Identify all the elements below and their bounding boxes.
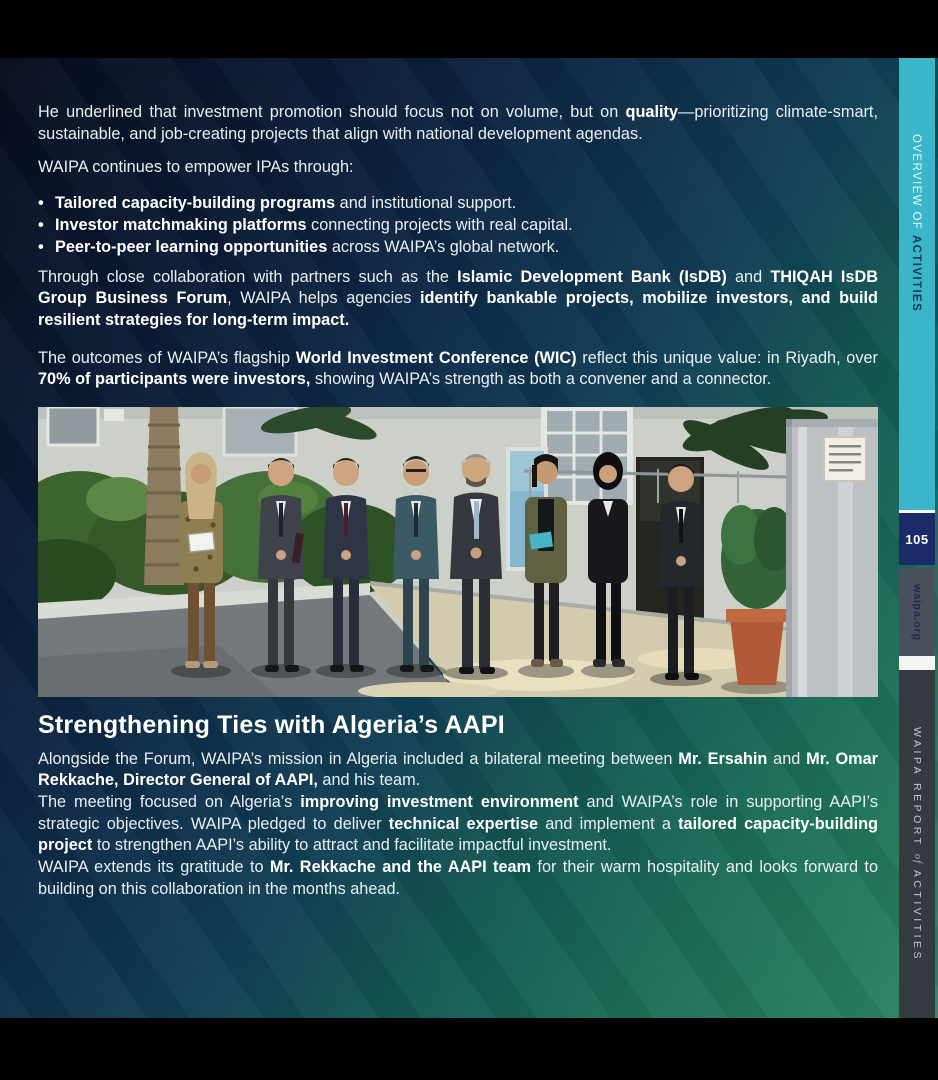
report-label-pre: WAIPA REPORT [911, 726, 923, 854]
palm-trunk [144, 407, 184, 585]
sidebar-tab-overview-of-activities [899, 58, 935, 510]
section-heading-algeria-aapi: Strengthening Ties with Algeria’s AAPI [38, 710, 505, 739]
overview-label-regular: OVERVIEW OF [910, 134, 922, 235]
bullet-text: • Investor matchmaking platforms connecting projects with real capital. [55, 215, 573, 234]
sidebar-website-tab [899, 568, 935, 656]
group-photo-illustration [38, 407, 878, 697]
paragraph-wic-outcomes: The outcomes of WAIPA’s flagship World Investment Conference (WIC) reflect this unique value: in Riyadh, over 70% of participants were investors, showing WAIPA’s strength as both a convener and a connector. [38, 348, 878, 389]
paragraph-meeting-focus: The meeting focused on Algeria’s improving investment environment and WAIPA’s role in supporting AAPI’s strategic objectives. WAIPA pledged to deliver technical expertise and implement a tailored capacity-building project to strengthen AAPI’s ability to attract and facilitate impactful investment. [38, 792, 878, 855]
overview-tab-label [910, 58, 922, 312]
main-content [38, 102, 878, 900]
website-label: waipa.org [911, 583, 923, 641]
bullet-matchmaking [38, 215, 878, 237]
report-label-post: ACTIVITIES [911, 863, 923, 962]
bullet-text: • Peer-to-peer learning opportunities across WAIPA’s global network. [55, 237, 560, 256]
report-label-of: of [912, 853, 923, 864]
photo-aapi-group [38, 407, 878, 697]
page-number: 105 [905, 531, 929, 547]
marble-pillar [786, 419, 878, 697]
paragraph-quality: He underlined that investment promotion should focus not on volume, but on quality—prioritizing climate-smart, sustainable, and job-creating projects that align with national development agendas. [38, 103, 878, 143]
paragraph-gratitude: WAIPA extends its gratitude to Mr. Rekkache and the AAPI team for their warm hospitality and looks forward to building on this collaboration in the months ahead. [38, 857, 878, 898]
page-number-badge [899, 513, 935, 565]
paragraph-empower-intro: WAIPA continues to empower IPAs through: [38, 158, 354, 177]
bullet-text: • Tailored capacity-building programs and institutional support. [55, 194, 517, 213]
empowerment-bullet-list [38, 193, 878, 258]
paragraph-partners: Through close collaboration with partners such as the Islamic Development Bank (IsDB) and THIQAH IsDB Group Business Forum, WAIPA helps agencies identify bankable projects, mobilize investors, and build resilient strategies for long-term impact. [38, 267, 878, 329]
overview-label-bold: ACTIVITIES [910, 234, 922, 313]
sidebar-tab-waipa-report [899, 670, 935, 1018]
report-page-background [0, 58, 938, 1018]
sidebar-white-strip [899, 656, 935, 670]
bullet-capacity-building [38, 193, 878, 215]
paragraph-bilateral-meeting: Alongside the Forum, WAIPA’s mission in Algeria included a bilateral meeting between Mr. Ersahin and Mr. Omar Rekkache, Director General of AAPI, and his team. [38, 749, 879, 790]
report-tab-label [911, 727, 923, 962]
bullet-peer-learning [38, 237, 878, 259]
